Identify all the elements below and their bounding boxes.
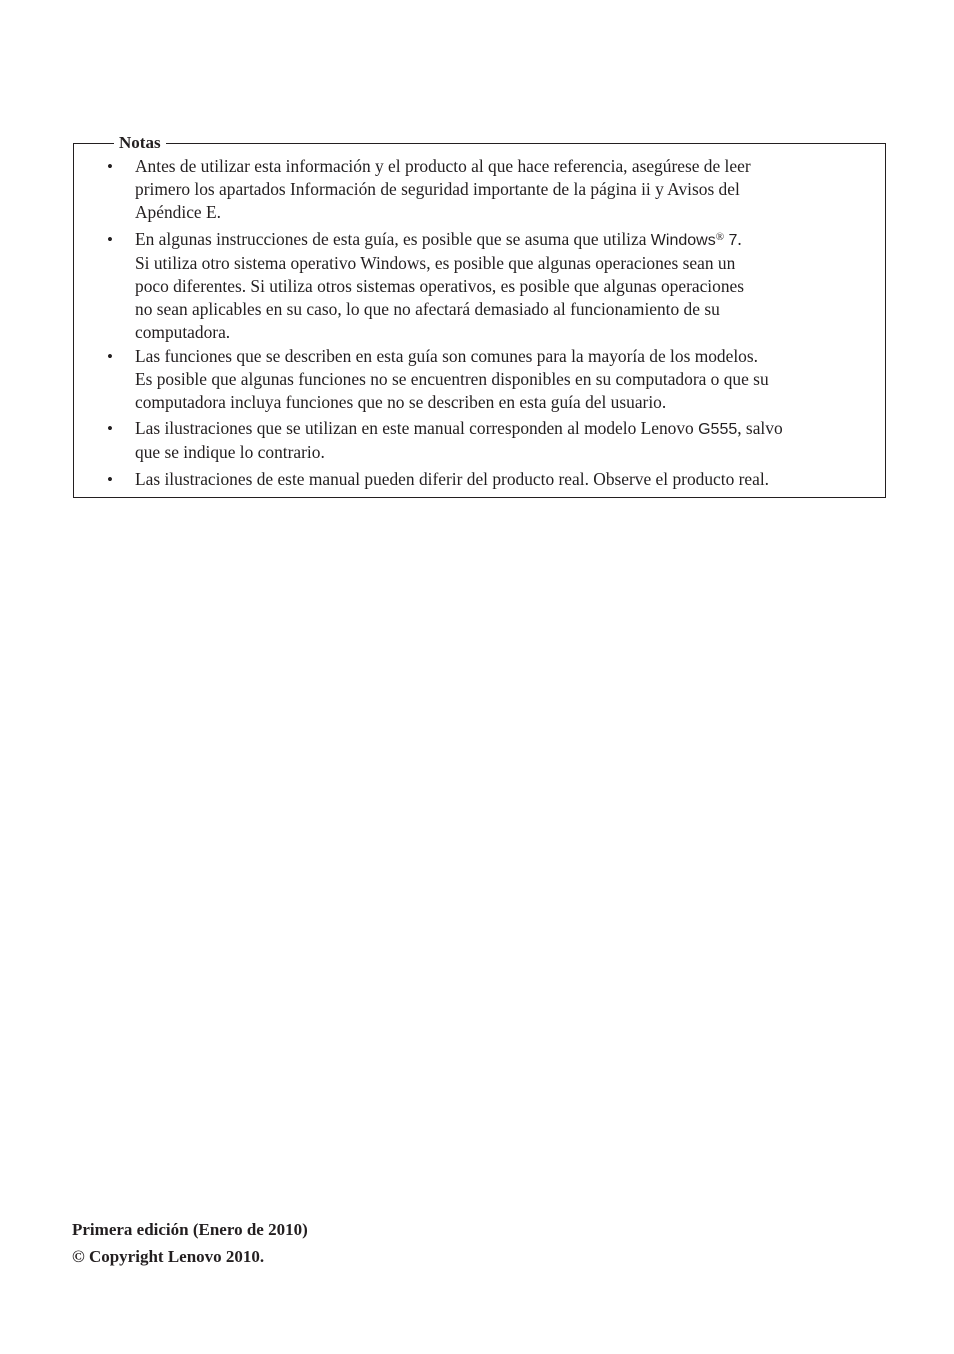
- notes-box: [73, 133, 886, 498]
- note-line-suffix: , salvo: [737, 418, 783, 438]
- note-text: [135, 417, 885, 464]
- footer: [72, 1216, 308, 1270]
- note-line: no sean aplicables en su caso, lo que no afectará demasiado al funcionamiento de su: [135, 299, 720, 319]
- note-text: [135, 468, 885, 491]
- note-line-prefix: Las ilustraciones que se utilizan en este manual corresponden al modelo Lenovo: [135, 418, 699, 438]
- note-line: primero los apartados Información de seguridad importante de la página ii y Avisos del: [135, 179, 740, 199]
- windows-version: 7: [724, 232, 738, 249]
- note-line: Antes de utilizar esta información y el producto al que hace referencia, asegúrese de leer: [135, 156, 751, 176]
- note-line: Si utiliza otro sistema operativo Windows, es posible que algunas operaciones sean un: [135, 253, 736, 273]
- note-line-prefix: En algunas instrucciones de esta guía, es posible que se asuma que utiliza: [135, 229, 651, 249]
- note-line: que se indique lo contrario.: [135, 442, 325, 462]
- note-line: Es posible que algunas funciones no se encuentren disponibles en su computadora o que su: [135, 369, 769, 389]
- note-line: computadora.: [135, 322, 231, 342]
- windows-brand: Windows: [650, 232, 716, 249]
- note-text: [135, 228, 885, 344]
- note-line-suffix: .: [737, 229, 742, 249]
- edition-text: Primera edición (Enero de 2010): [72, 1220, 308, 1239]
- bullet-icon: •: [107, 347, 113, 366]
- bullet-icon: •: [107, 470, 113, 489]
- model-name: G555: [698, 421, 738, 438]
- note-text: [135, 345, 885, 414]
- note-text: [135, 155, 885, 224]
- copyright-text: © Copyright Lenovo 2010.: [72, 1247, 265, 1266]
- note-line: [135, 228, 885, 252]
- bullet-icon: •: [107, 230, 113, 249]
- bullet-icon: •: [107, 419, 113, 438]
- note-line: Las ilustraciones de este manual pueden diferir del producto real. Observe el producto real.: [135, 469, 770, 489]
- note-line: Apéndice E.: [135, 202, 221, 222]
- notes-title: Notas: [114, 133, 166, 153]
- note-line: Las funciones que se describen en esta guía son comunes para la mayoría de los modelos.: [135, 346, 758, 366]
- note-line: poco diferentes. Si utiliza otros sistemas operativos, es posible que algunas operaciones: [135, 276, 745, 296]
- note-line: [135, 417, 885, 441]
- note-line: computadora incluya funciones que no se describen en esta guía del usuario.: [135, 392, 667, 412]
- registered-mark: ®: [715, 231, 725, 243]
- bullet-icon: •: [107, 157, 113, 176]
